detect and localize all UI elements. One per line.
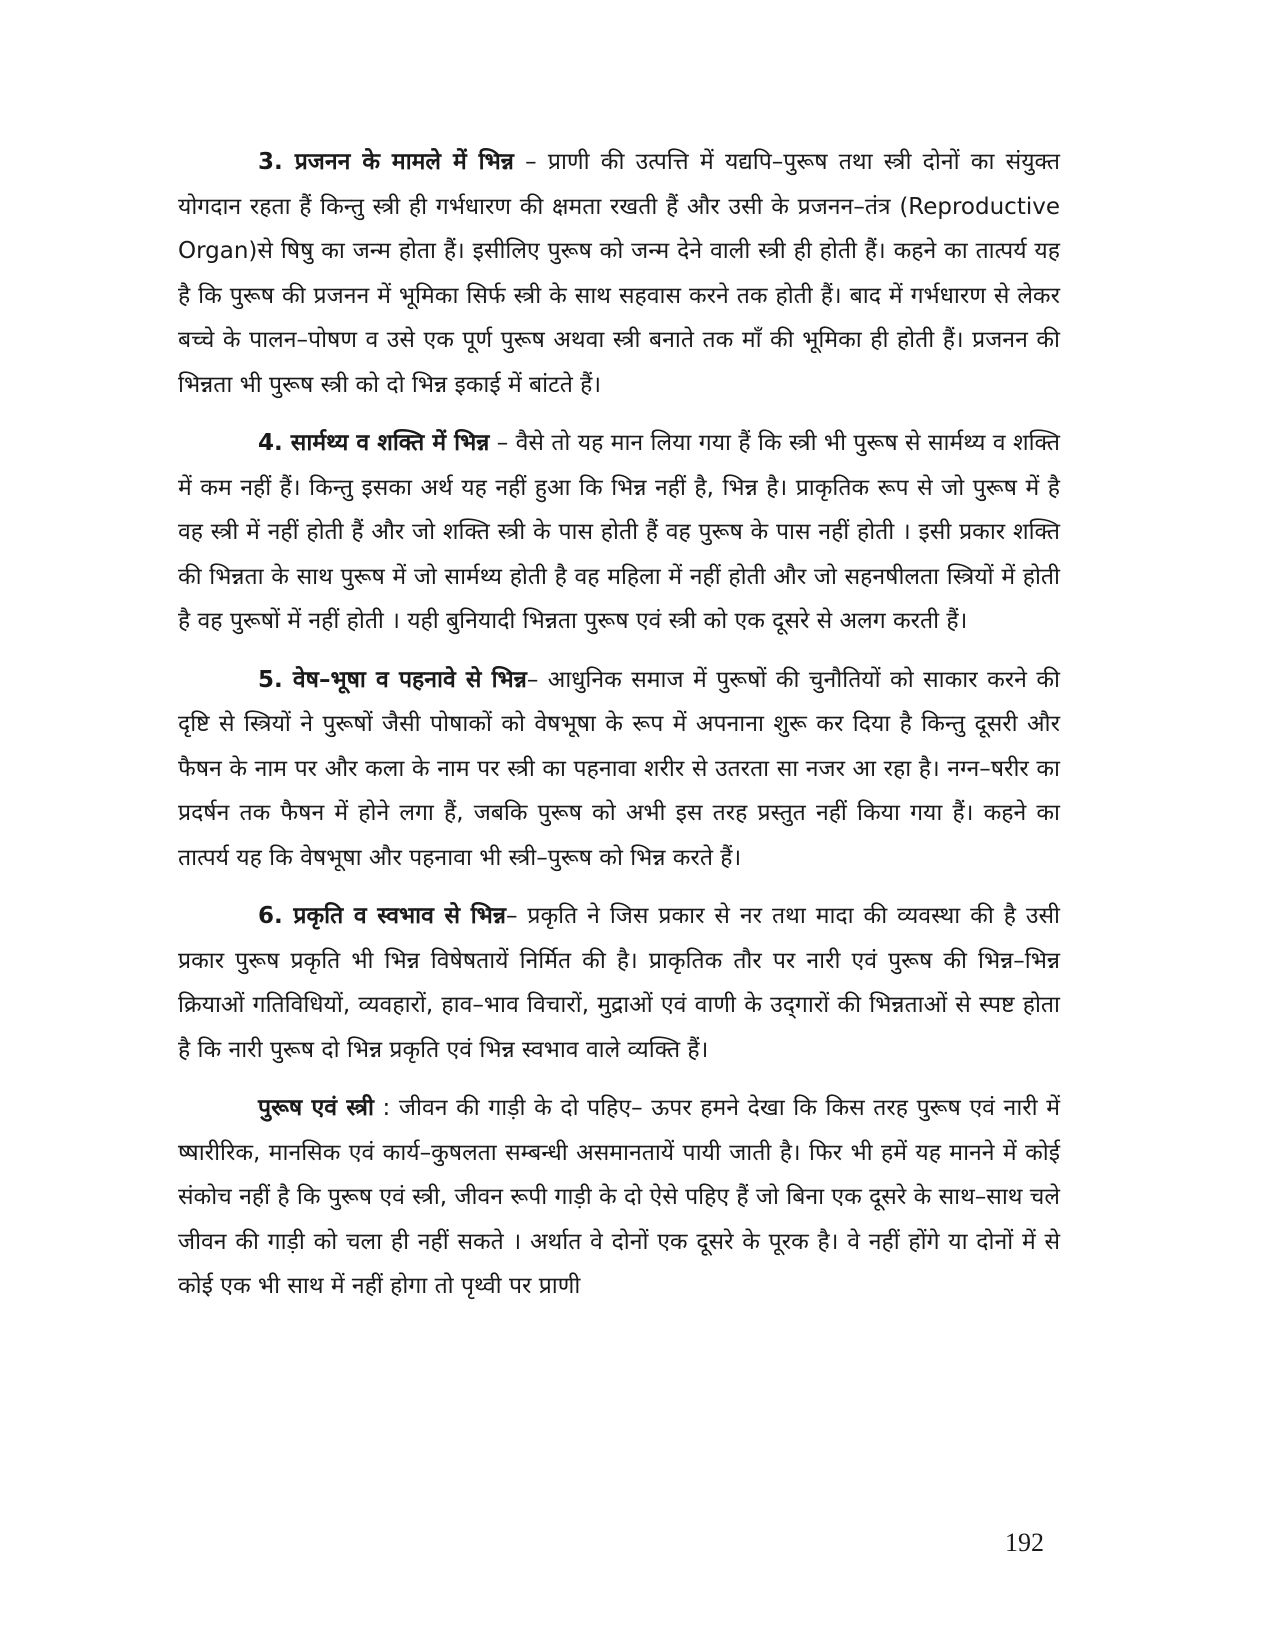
paragraph-heading: 6. प्रकृति व स्वभाव से भिन्न [258,903,506,929]
paragraph-heading: 5. वेष–भूषा व पहनावे से भिन्न [258,666,527,693]
paragraph-man-woman [178,1086,1060,1309]
paragraph-text: – वैसे तो यह मान लिया गया हैं कि स्त्री भी पुरूष से सार्मथ्य व शक्ति में कम नहीं हैं। किन्तु इसका अर्थ यह नहीं हुआ कि भिन्न नहीं है, भिन्न है। प्राकृतिक रूप से जो पुरूष में है वह स्त्री में नहीं होती हैं और जो शक्ति स्त्री के पास होती हैं वह पुरूष के पास नहीं होती । इसी प्रकार शक्ति की भिन्नता के साथ पुरूष में जो सार्मथ्य होती है वह महिला में नहीं होती और जो सहनषीलता स्त्रियों में होती है वह पुरूषों में नहीं होती । यही बुनियादी भिन्नता पुरूष एवं स्त्री को एक दूसरे से अलग करती हैं। [178,430,1060,634]
paragraph-text: – प्रकृति ने जिस प्रकार से नर तथा मादा की व्यवस्था की है उसी प्रकार पुरूष प्रकृति भी भिन्न विषेषतायें निर्मित की है। प्राकृतिक तौर पर नारी एवं पुरूष की भिन्न–भिन्न क्रियाओं गतिविधियों, व्यवहारों, हाव–भाव विचारों, मुद्राओं एवं वाणी के उद्‌गारों की भिन्नताओं से स्पष्ट होता है कि नारी पुरूष दो भिन्न प्रकृति एवं भिन्न स्वभाव वाले व्यक्ति हैं। [178,903,1060,1063]
paragraph-text: : जीवन की गाड़ी के दो पहिए– ऊपर हमने देखा कि किस तरह पुरूष एवं नारी में ष्षारीरिक, मानसिक एवं कार्य–कुषलता सम्बन्धी असमानतायें पायी जाती है। फिर भी हमें यह मानने में कोई संकोच नहीं है कि पुरूष एवं स्त्री, जीवन रूपी गाड़ी के दो ऐसे पहिए हैं जो बिना एक दूसरे के साथ–साथ चले जीवन की गाड़ी को चला ही नहीं सकते । अर्थात वे दोनों एक दूसरे के पूरक है। वे नहीं होंगे या दोनों में से कोई एक भी साथ में नहीं होगा तो पृथ्वी पर प्राणी [178,1095,1060,1299]
paragraph-text: – आधुनिक समाज में पुरूषों की चुनौतियों को साकार करने की दृष्टि से स्त्रियों ने पुरूषों जैसी पोषाकों को वेषभूषा के रूप में अपनाना शुरू कर दिया है किन्तु दूसरी और फैषन के नाम पर और कला के नाम पर स्त्री का पहनावा शरीर से उतरता सा नजर आ रहा है। नग्न–षरीर का प्रदर्षन तक फैषन में होने लगा हैं, जबकि पुरूष को अभी इस तरह प्रस्तुत नहीं किया गया हैं। कहने का तात्पर्य यह कि वेषभूषा और पहनावा भी स्त्री–पुरूष को भिन्न करते हैं। [178,666,1060,871]
paragraph-heading: 4. सार्मथ्य व शक्ति में भिन्न [258,430,490,456]
page-number: 192 [1005,1528,1044,1557]
paragraph-attire [178,658,1060,881]
paragraph-heading: 3. प्रजनन के मामले में भिन्न [258,149,514,175]
paragraph-strength [178,421,1060,644]
paragraph-reproduction [178,140,1060,407]
document-body [178,140,1060,1323]
paragraph-text: – प्राणी की उत्पत्ति में यद्यपि–पुरूष तथा स्त्री दोनों का संयुक्त योगदान रहता हैं किन्तु स्त्री ही गर्भधारण की क्षमता रखती हैं और उसी के प्रजनन–तंत्र (Reproductive Organ)से षिषु का जन्म होता हैं। इसीलिए पुरूष को जन्म देने वाली स्त्री ही होती हैं। कहने का तात्पर्य यह है कि पुरूष की प्रजनन में भूमिका सिर्फ स्त्री के साथ सहवास करने तक होती हैं। बाद में गर्भधारण से लेकर बच्चे के पालन–पोषण व उसे एक पूर्ण पुरूष अथवा स्त्री बनाते तक माँ की भूमिका ही होती हैं। प्रजनन की भिन्नता भी पुरूष स्त्री को दो भिन्न इकाई में बांटते हैं। [178,149,1060,398]
paragraph-heading: पुरूष एवं स्त्री [258,1095,374,1121]
paragraph-nature [178,894,1060,1072]
